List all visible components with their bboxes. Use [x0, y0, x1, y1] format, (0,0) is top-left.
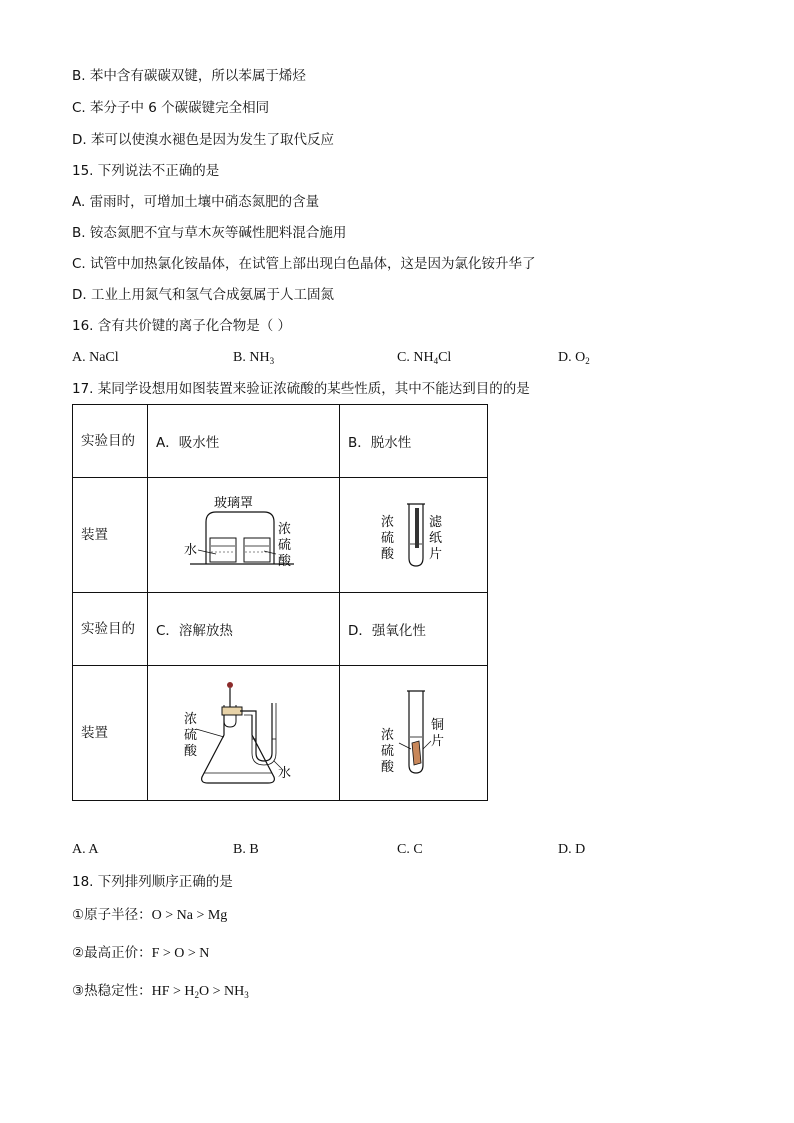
- purpose-label-cell: 实验目的: [73, 405, 148, 478]
- svg-text:酸: 酸: [277, 554, 291, 569]
- q17-option-c: C. C: [397, 842, 423, 857]
- q17-option-d: D. D: [558, 842, 586, 857]
- q14-option-b: B. 苯中含有碳碳双键，所以苯属于烯烃: [72, 68, 306, 84]
- purpose-a-cell: A．吸水性: [148, 405, 340, 478]
- flask-u-tube-figure: [184, 677, 304, 789]
- svg-text:滤: 滤: [428, 515, 442, 530]
- device-b-cell: [340, 478, 488, 593]
- device-a-cell: [148, 478, 340, 593]
- desiccator-figure: [184, 496, 304, 574]
- svg-text:水: 水: [183, 543, 197, 558]
- q16-options: [72, 349, 632, 367]
- svg-text:纸: 纸: [428, 531, 442, 546]
- q16-option-b: B. $NH_3$: [233, 350, 275, 366]
- purpose-b-cell: B．脱水性: [340, 405, 488, 478]
- purpose-d-cell: D．强氧化性: [340, 593, 488, 666]
- q16-stem: 16. 含有共价键的离子化合物是（ ）: [72, 318, 292, 334]
- q15-stem: 15. 下列说法不正确的是: [72, 163, 220, 179]
- q18-stem: 18. 下列排列顺序正确的是: [72, 874, 233, 890]
- q16-option-d: D. $O_2$: [558, 350, 590, 366]
- svg-text:浓: 浓: [183, 712, 197, 727]
- svg-text:浓: 浓: [380, 515, 394, 530]
- device-d-cell: [340, 666, 488, 801]
- device-label-cell: 装置: [73, 666, 148, 801]
- copper-tube-figure: [379, 685, 449, 781]
- q15-option-d: D. 工业上用氮气和氢气合成氨属于人工固氮: [72, 287, 334, 303]
- q14-option-c: C. 苯分子中 6 个碳碳键完全相同: [72, 100, 270, 116]
- device-c-cell: [148, 666, 340, 801]
- svg-text:片: 片: [428, 547, 442, 562]
- table-row: [73, 666, 488, 801]
- q18-item-3: ③热稳定性：HF > $H_2O > NH_3$: [72, 983, 249, 1000]
- q18-item-1: ①原子半径：O > Na > Mg: [72, 907, 228, 923]
- q17-option-b: B. B: [233, 842, 259, 857]
- svg-text:酸: 酸: [380, 547, 394, 562]
- svg-text:片: 片: [430, 734, 444, 749]
- svg-text:水: 水: [277, 766, 291, 781]
- q17-experiment-table: [72, 404, 488, 801]
- q18-item-2: ②最高正价：F > O > N: [72, 945, 210, 961]
- svg-text:浓: 浓: [277, 522, 291, 537]
- q16-option-a: A. NaCl: [72, 350, 119, 365]
- q15-option-b: B. 铵态氮肥不宜与草木灰等碱性肥料混合施用: [72, 225, 347, 241]
- svg-text:酸: 酸: [380, 760, 394, 775]
- purpose-label-cell: 实验目的: [73, 593, 148, 666]
- svg-text:硫: 硫: [380, 531, 394, 546]
- q16-option-c: C. $NH_4Cl$: [397, 350, 452, 366]
- table-row: [73, 478, 488, 593]
- svg-text:玻璃罩: 玻璃罩: [213, 496, 253, 511]
- svg-text:铜: 铜: [430, 718, 444, 733]
- svg-text:硫: 硫: [277, 538, 291, 553]
- table-row: [73, 405, 488, 478]
- q15-option-c: C. 试管中加热氯化铵晶体，在试管上部出现白色晶体，这是因为氯化铵升华了: [72, 256, 536, 272]
- svg-text:硫: 硫: [380, 744, 394, 759]
- purpose-c-cell: C．溶解放热: [148, 593, 340, 666]
- device-label-cell: 装置: [73, 478, 148, 593]
- filter-paper-tube-figure: [379, 496, 449, 574]
- q17-stem: 17. 某同学设想用如图装置来验证浓硫酸的某些性质，其中不能达到目的的是: [72, 381, 530, 397]
- table-row: [73, 593, 488, 666]
- q17-option-a: A. A: [72, 842, 99, 857]
- q17-options: [72, 841, 632, 859]
- svg-text:酸: 酸: [183, 744, 197, 759]
- svg-text:浓: 浓: [380, 728, 394, 743]
- q14-option-d: D. 苯可以使溴水褪色是因为发生了取代反应: [72, 132, 334, 148]
- q15-option-a: A. 雷雨时，可增加土壤中硝态氮肥的含量: [72, 194, 320, 210]
- svg-text:硫: 硫: [183, 728, 197, 743]
